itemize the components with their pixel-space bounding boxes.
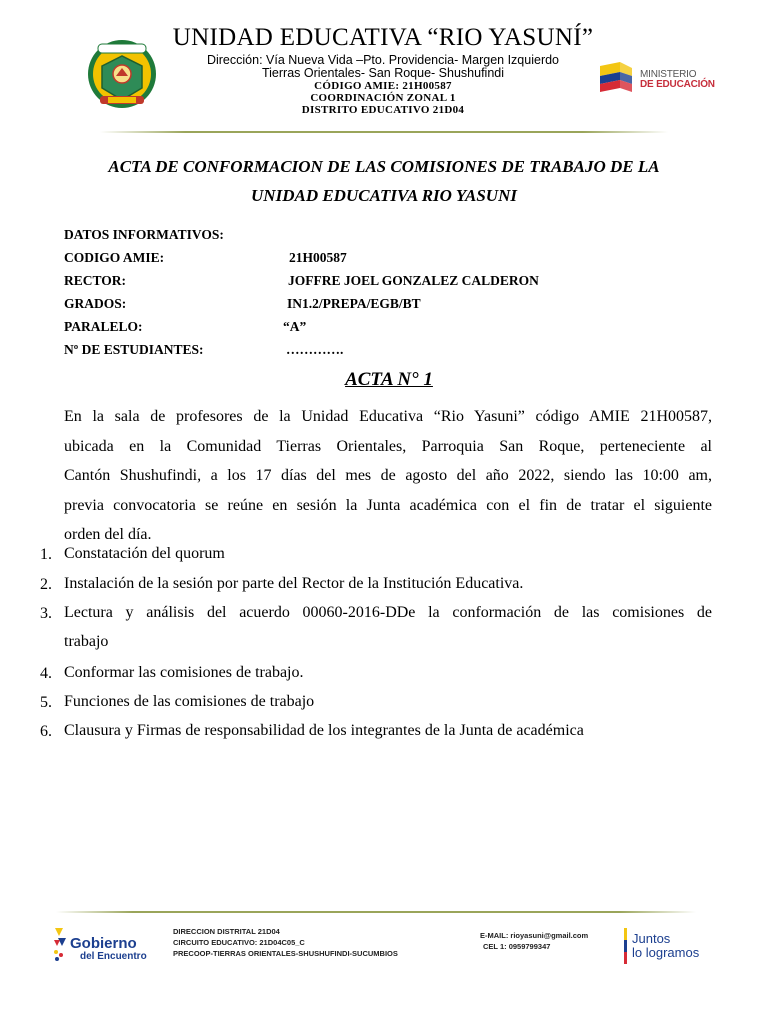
info-label-paralelo: PARALELO:	[64, 319, 143, 334]
list-number: 3.	[40, 605, 52, 622]
list-text: Clausura y Firmas de responsabilidad de los integrantes de la Junta de académica	[64, 722, 584, 739]
info-label-grados: GRADOS:	[64, 296, 127, 311]
list-number: 5.	[40, 694, 52, 711]
list-number: 6.	[40, 723, 52, 740]
footer-line: CIRCUITO EDUCATIVO: 21D04C05_C	[173, 938, 305, 947]
gobierno-mark-icon	[52, 926, 72, 964]
distrito-label: DISTRITO EDUCATIVO 21D04	[301, 104, 465, 116]
juntos-bar-icon	[624, 928, 627, 964]
list-text: Constatación del quorum	[64, 545, 225, 562]
document-title-line-2: UNIDAD EDUCATIVA RIO YASUNI	[251, 186, 517, 205]
zona-label: COORDINACIÓN ZONAL 1	[310, 92, 456, 104]
address-line-2: Tierras Orientales- San Roque- Shushufindi	[261, 66, 505, 80]
info-label-rector: RECTOR:	[64, 273, 127, 288]
info-value-rector: JOFFRE JOEL GONZALEZ CALDERON	[288, 273, 539, 288]
ministerio-line-1: MINISTERIO	[640, 69, 697, 80]
footer-contact	[480, 930, 588, 952]
juntos-line-2: lo logramos	[632, 945, 700, 960]
paragraph-line: orden del día.	[64, 526, 152, 543]
info-value-paralelo: “A”	[283, 319, 307, 334]
list-number: 2.	[40, 576, 52, 593]
juntos-line-1: Juntos	[632, 931, 671, 946]
footer-line: PRECOOP-TIERRAS ORIENTALES-SHUSHUFINDI-SUCUMBIOS	[173, 949, 398, 958]
footer-address	[173, 926, 398, 959]
ministerio-logo	[598, 62, 718, 96]
header-divider	[100, 131, 668, 133]
list-text: Lectura y análisis del acuerdo 00060-2016-DDe la conformación de las comisiones de	[64, 604, 712, 621]
gobierno-logo	[52, 926, 152, 968]
address-line-1: Dirección: Vía Nueva Vida –Pto. Providencia- Margen Izquierdo	[206, 53, 560, 67]
amie-code: CÓDIGO AMIE: 21H00587	[314, 80, 452, 92]
info-label-estudiantes: Nº DE ESTUDIANTES:	[64, 342, 204, 357]
gobierno-line-2: del Encuentro	[80, 951, 147, 962]
gobierno-line-1: Gobierno	[70, 935, 137, 952]
school-name-title: UNIDAD EDUCATIVA “RIO YASUNÍ”	[172, 24, 594, 51]
paragraph-line: Cantón Shushufindi, a los 17 días del mes de agosto del año 2022, siendo las 10:00 am,	[64, 467, 712, 484]
paragraph-line: En la sala de profesores de la Unidad Educativa “Rio Yasuni” código AMIE 21H00587,	[64, 408, 712, 425]
paragraph-line: previa convocatoria se reúne en sesión la Junta académica con el fin de tratar el siguiente	[64, 496, 712, 514]
info-label-amie: CODIGO AMIE:	[64, 250, 165, 265]
info-value-grados: IN1.2/PREPA/EGB/BT	[287, 296, 421, 311]
document-title-line-1: ACTA DE CONFORMACION DE LAS COMISIONES DE TRABAJO DE LA	[108, 157, 660, 176]
acta-paragraph	[64, 402, 712, 550]
footer-phone: CEL 1: 0959799347	[483, 942, 551, 951]
list-text-continued: trabajo	[64, 633, 109, 650]
acta-heading: ACTA N° 1	[345, 369, 433, 390]
paragraph-line: ubicada en la Comunidad Tierras Orientales, Parroquia San Roque, perteneciente al	[64, 437, 712, 455]
list-number: 1.	[40, 546, 52, 563]
footer-email: E-MAIL: rioyasuni@gmail.com	[480, 931, 589, 940]
footer-line: DIRECCION DISTRITAL 21D04	[173, 927, 280, 936]
ecuador-flag-icon	[598, 62, 634, 94]
footer-divider	[56, 911, 696, 913]
ministerio-line-2: DE EDUCACIÓN	[640, 79, 715, 90]
list-number: 4.	[40, 665, 52, 682]
list-text: Instalación de la sesión por parte del Rector de la Institución Educativa.	[64, 575, 524, 592]
list-text: Conformar las comisiones de trabajo.	[64, 664, 304, 681]
info-heading: DATOS INFORMATIVOS:	[64, 227, 224, 242]
info-value-amie: 21H00587	[289, 250, 347, 265]
list-text: Funciones de las comisiones de trabajo	[64, 693, 315, 710]
info-value-estudiantes: ………….	[286, 342, 344, 357]
